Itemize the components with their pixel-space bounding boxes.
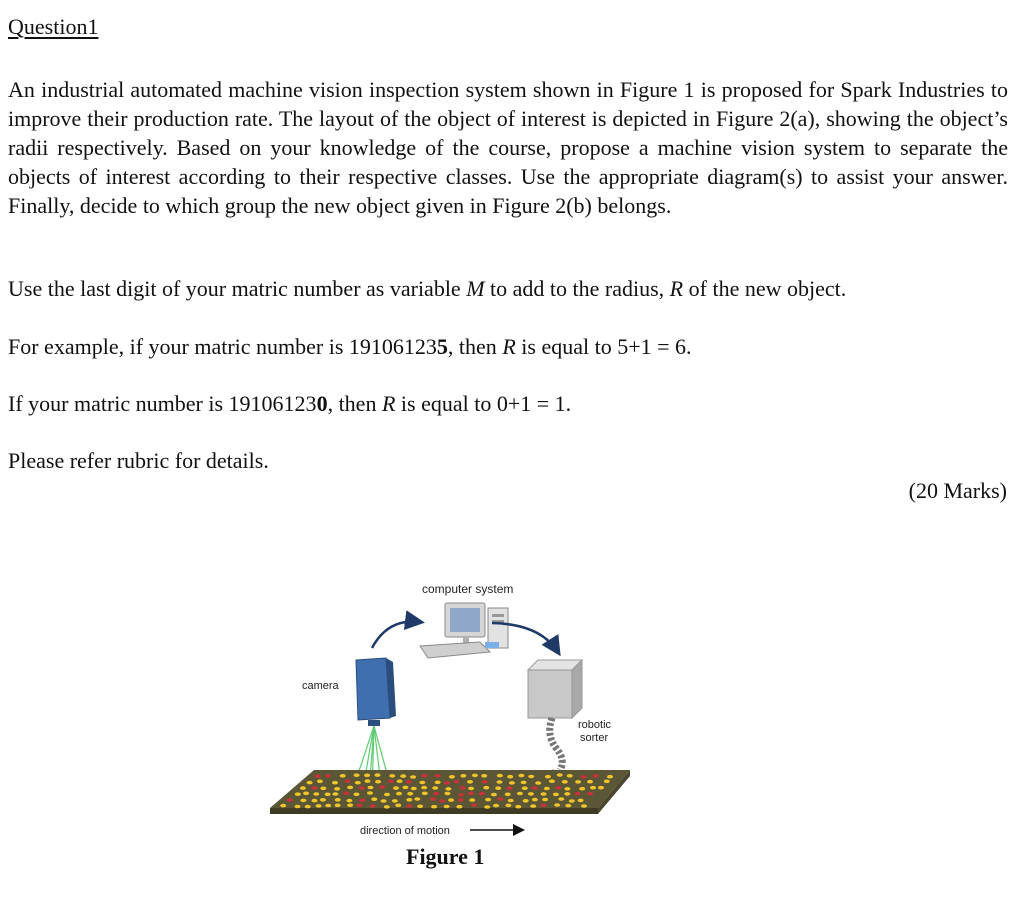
belt-object: [444, 792, 450, 796]
belt-object: [569, 799, 575, 803]
belt-object: [381, 799, 387, 803]
belt-object: [590, 786, 596, 790]
belt-object: [497, 780, 503, 784]
belt-object: [575, 780, 581, 784]
belt-object: [553, 793, 559, 797]
belt-object: [414, 797, 420, 801]
belt-object: [325, 793, 331, 797]
belt-object: [579, 787, 585, 791]
belt-object: [522, 786, 528, 790]
belt-object: [483, 786, 489, 790]
belt-object: [303, 792, 309, 796]
belt-object: [562, 780, 568, 784]
belt-object: [481, 774, 487, 778]
belt-object: [472, 774, 478, 778]
belt-object: [565, 804, 571, 808]
belt-object: [578, 799, 584, 803]
belt-object: [422, 792, 428, 796]
belt-object: [280, 804, 286, 808]
belt-object: [493, 804, 499, 808]
belt-object: [580, 775, 586, 779]
belt-object: [359, 786, 365, 790]
robotic-sorter-icon: [528, 660, 582, 782]
example2-text-3: is equal to 0+1 = 1.: [395, 391, 572, 416]
belt-object: [335, 798, 341, 802]
belt-object: [375, 780, 381, 784]
belt-object: [456, 805, 462, 809]
belt-object: [431, 805, 437, 809]
instruction-text-3: of the new object.: [683, 276, 847, 301]
belt-object: [460, 774, 466, 778]
belt-object: [445, 787, 451, 791]
belt-object: [471, 803, 477, 807]
belt-object: [532, 798, 538, 802]
belt-object: [558, 797, 564, 801]
belt-object: [435, 781, 441, 785]
belt-object: [379, 785, 385, 789]
belt-object: [469, 798, 475, 802]
belt-object: [517, 792, 523, 796]
belt-object: [541, 792, 547, 796]
belt-object: [491, 793, 497, 797]
belt-object: [555, 786, 561, 790]
belt-object: [448, 798, 454, 802]
belt-object: [530, 804, 536, 808]
belt-object: [567, 774, 573, 778]
sorter-label-line2: sorter: [580, 732, 609, 744]
belt-object: [396, 792, 402, 796]
belt-object: [532, 786, 538, 790]
direction-of-motion-label: direction of motion: [360, 825, 450, 837]
belt-object: [444, 805, 450, 809]
belt-object: [402, 786, 408, 790]
figure-caption: Figure 1: [406, 844, 485, 869]
belt-object: [467, 780, 473, 784]
camera-label: camera: [302, 680, 339, 692]
belt-object: [371, 797, 377, 801]
belt-object: [549, 779, 555, 783]
belt-object: [295, 792, 301, 796]
belt-object: [307, 781, 313, 785]
example-line-2: [8, 391, 571, 417]
belt-object: [497, 774, 503, 778]
belt-object: [320, 798, 326, 802]
belt-object: [300, 786, 306, 790]
belt-object: [317, 780, 323, 784]
belt-object: [541, 804, 547, 808]
belt-object: [528, 792, 534, 796]
belt-object: [509, 781, 515, 785]
belt-object: [311, 786, 317, 790]
figure-1: [260, 570, 660, 890]
belt-object: [421, 786, 427, 790]
belt-object: [468, 792, 474, 796]
camera-to-computer-arrow: [372, 622, 420, 648]
belt-object: [544, 787, 550, 791]
belt-object: [305, 805, 311, 809]
belt-object: [346, 799, 352, 803]
belt-object: [433, 792, 439, 796]
belt-object: [375, 773, 381, 777]
belt-object: [384, 805, 390, 809]
belt-object: [593, 774, 599, 778]
instruction-text-1: Use the last digit of your matric number as variable: [8, 276, 467, 301]
computer-icon: [420, 603, 508, 658]
belt-object: [604, 780, 610, 784]
belt-object: [484, 805, 490, 809]
example2-text-1: If your matric number is 19106123: [8, 391, 317, 416]
example2-variable-r: R: [381, 391, 396, 416]
belt-object: [368, 786, 374, 790]
belt-object: [389, 774, 395, 778]
belt-object: [432, 786, 438, 790]
rubric-note: Please refer rubric for details.: [8, 448, 269, 473]
belt-object: [332, 792, 338, 796]
belt-object: [347, 786, 353, 790]
belt-object: [507, 786, 513, 790]
belt-object: [449, 775, 455, 779]
belt-object: [384, 793, 390, 797]
belt-object: [575, 792, 581, 796]
belt-object: [515, 805, 521, 809]
belt-object: [320, 787, 326, 791]
belt-object: [400, 774, 406, 778]
belt-object: [458, 798, 464, 802]
belt-object: [460, 786, 466, 790]
belt-object: [388, 780, 394, 784]
vision-system-diagram: [260, 570, 660, 870]
belt-object: [356, 804, 362, 808]
belt-object: [316, 804, 322, 808]
belt-object: [564, 787, 570, 791]
variable-r: R: [669, 276, 684, 301]
example2-text-2: , then: [327, 391, 382, 416]
belt-object: [521, 781, 527, 785]
belt-object: [325, 804, 331, 808]
belt-object: [554, 803, 560, 807]
belt-object: [312, 799, 318, 803]
instruction-line: [8, 276, 846, 302]
belt-object: [325, 774, 331, 778]
belt-object: [444, 781, 450, 785]
belt-object: [505, 804, 511, 808]
belt-object: [393, 786, 399, 790]
belt-object: [485, 798, 491, 802]
belt-object: [430, 797, 436, 801]
belt-object: [439, 799, 445, 803]
computer-system-label: computer system: [422, 582, 514, 596]
belt-object: [392, 799, 398, 803]
example-line-1: [8, 334, 692, 360]
belt-object: [406, 804, 412, 808]
belt-object: [535, 781, 541, 785]
belt-object: [528, 775, 534, 779]
belt-object: [523, 799, 529, 803]
belt-object: [479, 792, 485, 796]
belt-object: [495, 786, 501, 790]
belt-object: [508, 799, 514, 803]
belt-object: [335, 804, 341, 808]
belt-object: [345, 779, 351, 783]
question-paragraph: An industrial automated machine vision inspection system shown in Figure 1 is proposed for Spark Industries to improve their production rate. The layout of the object of interest is depicted in Figure 2(a), showing the object’s radii respectively. Based on your knowledge of the course, propose a machine vision system to separate the objects of interest according to their respective classes. Use the appropriate diagram(s) to assist your answer. Finally, decide to which group the new object given in Figure 2(b) belongs.: [8, 77, 1008, 218]
instruction-text-2: to add to the radius,: [484, 276, 670, 301]
belt-object: [411, 787, 417, 791]
belt-object: [598, 786, 604, 790]
belt-object: [407, 792, 413, 796]
belt-object: [417, 805, 423, 809]
belt-object: [545, 775, 551, 779]
variable-m: M: [466, 276, 485, 301]
example1-text-2: , then: [447, 334, 503, 359]
belt-object: [340, 774, 346, 778]
belt-object: [507, 775, 513, 779]
belt-object: [542, 798, 548, 802]
belt-object: [607, 775, 613, 779]
belt-object: [505, 793, 511, 797]
belt-object: [422, 774, 428, 778]
belt-object: [497, 797, 503, 801]
example1-text-3: is equal to 5+1 = 6.: [515, 334, 692, 359]
belt-object: [468, 787, 474, 791]
belt-object: [397, 779, 403, 783]
marks-label: (20 Marks): [908, 478, 1007, 503]
belt-object: [410, 775, 416, 779]
belt-object: [406, 780, 412, 784]
belt-object: [458, 793, 464, 797]
belt-object: [557, 773, 563, 777]
belt-object: [564, 792, 570, 796]
belt-object: [587, 780, 593, 784]
example1-bold-digit: 5: [436, 334, 448, 359]
belt-object: [313, 792, 319, 796]
belt-object: [367, 791, 373, 795]
belt-object: [354, 773, 360, 777]
belt-object: [334, 787, 340, 791]
belt-object: [581, 804, 587, 808]
belt-object: [365, 779, 371, 783]
belt-object: [587, 792, 593, 796]
sorter-label-line1: robotic: [578, 719, 612, 731]
belt-object: [355, 781, 361, 785]
belt-object: [295, 805, 301, 809]
belt-object: [332, 781, 338, 785]
example2-bold-digit: 0: [316, 391, 328, 416]
belt-object: [354, 793, 360, 797]
question-heading: Question1: [8, 14, 99, 39]
belt-object: [435, 774, 441, 778]
belt-object: [395, 804, 401, 808]
belt-object: [315, 774, 321, 778]
belt-object: [454, 780, 460, 784]
example1-text-1: For example, if your matric number is 19106123: [8, 334, 437, 359]
belt-object: [343, 791, 349, 795]
camera-icon: [356, 658, 396, 726]
belt-object: [482, 780, 488, 784]
belt-object: [370, 804, 376, 808]
belt-object: [300, 799, 306, 803]
belt-object: [518, 774, 524, 778]
belt-object: [287, 798, 293, 802]
belt-object: [419, 781, 425, 785]
belt-object: [406, 798, 412, 802]
belt-object: [364, 774, 370, 778]
belt-object: [360, 799, 366, 803]
belt-object: [347, 803, 353, 807]
example1-variable-r: R: [502, 334, 516, 359]
